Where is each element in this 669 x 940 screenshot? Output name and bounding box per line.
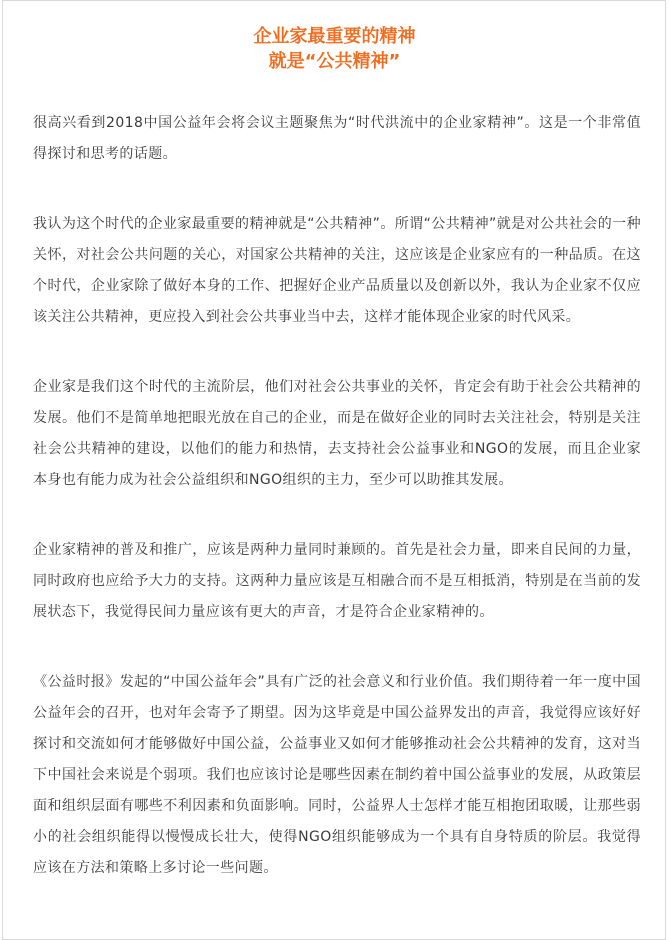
paragraph-4: 企业家精神的普及和推广，应该是两种力量同时兼顾的。首先是社会力量，即来自民间的力量，同时政府也应给予大力的支持。这两种力量应该是互相融合而不是互相抵消，特别是在当前的发展状态下，我觉得民间力量应该有更大的声音，才是符合企业家精神的。 [33, 542, 641, 620]
paragraph-5: 《公益时报》发起的“中国公益年会”具有广泛的社会意义和行业价值。我们期待着一年一度中国公益年会的召开，也对年会寄予了期望。因为这毕竟是中国公益界发出的声音，我觉得应该好好探讨和交流如何才能够做好中国公益，公益事业又如何才能够推动社会公共精神的发育，这对当下中国社会来说是个弱项。我们也应该讨论是哪些因素在制约着中国公益事业的发展，从政策层面和组织层面有哪些不利因素和负面影响。同时，公益界人士怎样才能互相抱团取暖，让那些弱小的社会组织能得以慢慢成长壮大，使得NGO组织能够成为一个具有自身特质的阶层。我觉得应该在方法和策略上多讨论一些问题。 [33, 674, 641, 876]
article-body [33, 108, 641, 923]
paragraph-2: 我认为这个时代的企业家最重要的精神就是“公共精神”。所谓“公共精神”就是对公共社会的一种关怀，对社会公共问题的关心，对国家公共精神的关注，这应该是企业家应有的一种品质。在这个时代，企业家除了做好本身的工作、把握好企业产品质量以及创新以外，我认为企业家不仅应该关注公共精神，更应投入到社会公共事业当中去，这样才能体现企业家的时代风采。 [33, 216, 641, 325]
title-line-1: 企业家最重要的精神 [253, 26, 416, 47]
paragraph-3: 企业家是我们这个时代的主流阶层，他们对社会公共事业的关怀，肯定会有助于社会公共精神的发展。他们不是简单地把眼光放在自己的企业，而是在做好企业的同时去关注社会，特别是关注社会公共精神的建设，以他们的能力和热情，去支持社会公益事业和NGO的发展，而且企业家本身也有能力成为社会公益组织和NGO组织的主力，至少可以助推其发展。 [33, 379, 641, 488]
title-line-2: 就是“公共精神” [268, 51, 401, 72]
article-title [0, 24, 669, 74]
paragraph-1: 很高兴看到2018中国公益年会将会议主题聚焦为“时代洪流中的企业家精神”。这是一个非常值得探讨和思考的话题。 [33, 115, 641, 162]
